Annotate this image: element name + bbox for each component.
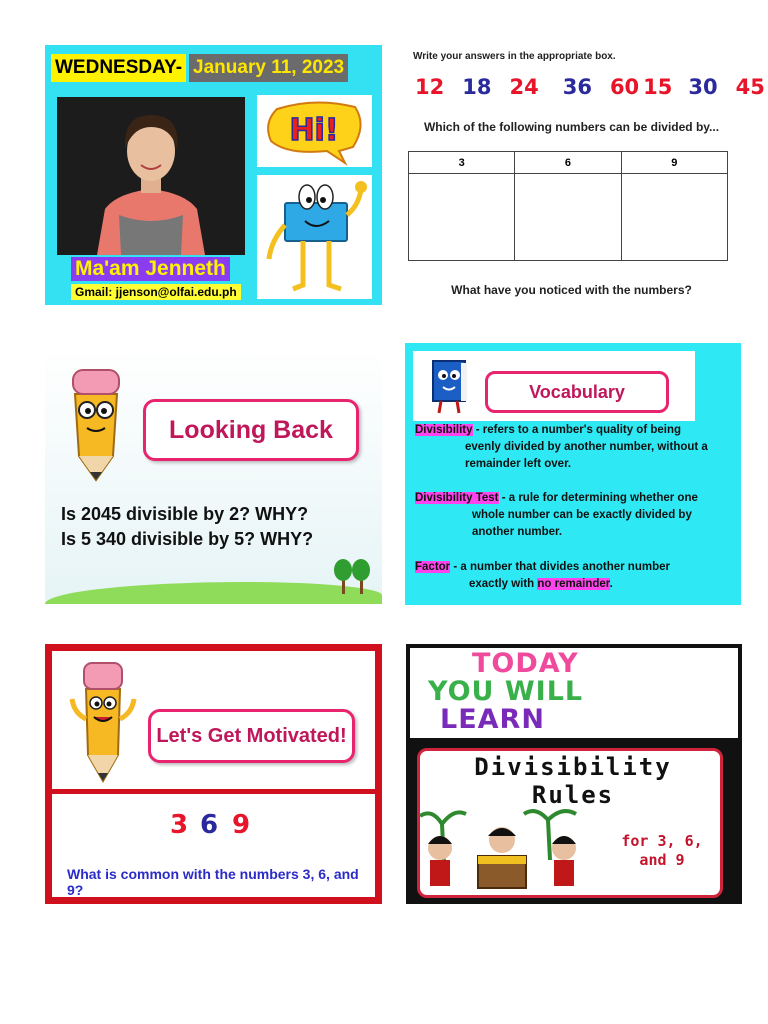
answer-table bbox=[408, 151, 728, 261]
subtitle-line-1: for 3, 6, bbox=[621, 832, 703, 850]
subtitle-line-2: and 9 bbox=[639, 851, 685, 869]
answer-cell[interactable] bbox=[515, 174, 621, 261]
term-factor: Factor bbox=[415, 561, 451, 573]
heading-text: Let's Get Motivated! bbox=[156, 724, 347, 747]
slide-vocabulary bbox=[405, 343, 741, 605]
teacher-name: Ma'am Jenneth bbox=[71, 257, 230, 281]
date-bar bbox=[51, 53, 348, 83]
number-item: 15 bbox=[643, 75, 673, 99]
motivated-bottom-panel bbox=[52, 794, 375, 897]
instruction-text: Write your answers in the appropriate box. bbox=[413, 51, 616, 62]
teacher-photo bbox=[57, 97, 245, 255]
definition-divisibility-test: Divisibility Test - a rule for determining whether one whole number can be exactly divided by another number. bbox=[415, 492, 698, 538]
pencil-character-icon bbox=[70, 659, 136, 783]
banner-line-1: TODAY bbox=[472, 648, 579, 679]
date-label: January 11, 2023 bbox=[189, 54, 348, 82]
slide-divisible-numbers bbox=[405, 45, 765, 305]
slide-looking-back bbox=[45, 346, 382, 604]
slide-intro bbox=[45, 45, 382, 305]
subtitle-for-3-6-9 bbox=[602, 832, 722, 870]
title-line-2: Rules bbox=[531, 781, 615, 809]
number-item: 6 bbox=[200, 810, 219, 840]
column-header-3: 3 bbox=[409, 152, 515, 174]
number-item: 60 bbox=[609, 75, 640, 99]
pencil-character-icon bbox=[63, 364, 129, 482]
rectangle-character-icon bbox=[257, 175, 372, 299]
title-line-1: Divisibility bbox=[474, 753, 672, 781]
answer-cell[interactable] bbox=[409, 174, 515, 261]
hi-bubble bbox=[257, 95, 372, 167]
term-divisibility: Divisibility bbox=[415, 424, 473, 436]
definition-divisibility: Divisibility - refers to a number's quality of being evenly divided by another number, without a remainder left over. bbox=[415, 424, 708, 470]
column-header-6: 6 bbox=[515, 152, 621, 174]
book-character-icon bbox=[427, 357, 473, 415]
number-item: 45 bbox=[735, 75, 765, 99]
number-item: 18 bbox=[462, 75, 492, 99]
definition-factor: Factor - a number that divides another number exactly with no remainder. bbox=[415, 561, 670, 590]
slide-today-you-will-learn bbox=[406, 644, 742, 904]
today-banner bbox=[406, 644, 742, 738]
day-label: WEDNESDAY- bbox=[51, 54, 186, 82]
heading-text: Vocabulary bbox=[529, 381, 625, 402]
number-item: 9 bbox=[232, 810, 251, 840]
vocabulary-header bbox=[413, 351, 695, 421]
number-item: 12 bbox=[415, 75, 445, 99]
lets-get-motivated-heading bbox=[148, 709, 355, 763]
pirates-illustration-icon bbox=[418, 804, 598, 900]
number-item: 30 bbox=[688, 75, 718, 99]
number-row bbox=[415, 75, 765, 99]
common-question: What is common with the numbers 3, 6, and 9? bbox=[67, 866, 359, 898]
banner-line-2: YOU WILL bbox=[428, 676, 584, 707]
vocabulary-heading bbox=[485, 371, 669, 413]
notice-question: What have you noticed with the numbers? bbox=[451, 283, 692, 297]
question-1: Is 2045 divisible by 2? WHY? bbox=[61, 504, 309, 524]
question-2: Is 5 340 divisible by 5? WHY? bbox=[61, 529, 314, 549]
number-item: 24 bbox=[509, 75, 539, 99]
question-text: Which of the following numbers can be divided by... bbox=[423, 120, 720, 134]
slide-lets-get-motivated bbox=[45, 644, 382, 904]
looking-back-heading bbox=[143, 399, 359, 461]
teacher-email: Gmail: jjenson@olfai.edu.ph bbox=[71, 284, 241, 300]
number-item: 36 bbox=[562, 75, 592, 99]
answer-cell[interactable] bbox=[621, 174, 727, 261]
banner-line-3: LEARN bbox=[440, 704, 545, 735]
column-header-9: 9 bbox=[621, 152, 727, 174]
tree-icon bbox=[333, 558, 373, 594]
grass-decoration bbox=[45, 582, 382, 604]
number-item: 3 bbox=[170, 810, 189, 840]
heading-text: Looking Back bbox=[169, 415, 333, 444]
term-divisibility-test: Divisibility Test bbox=[415, 492, 499, 504]
motivated-top-panel bbox=[52, 651, 375, 789]
hi-text: Hi! bbox=[289, 113, 339, 148]
highlight-no-remainder: no remainder bbox=[537, 578, 610, 590]
